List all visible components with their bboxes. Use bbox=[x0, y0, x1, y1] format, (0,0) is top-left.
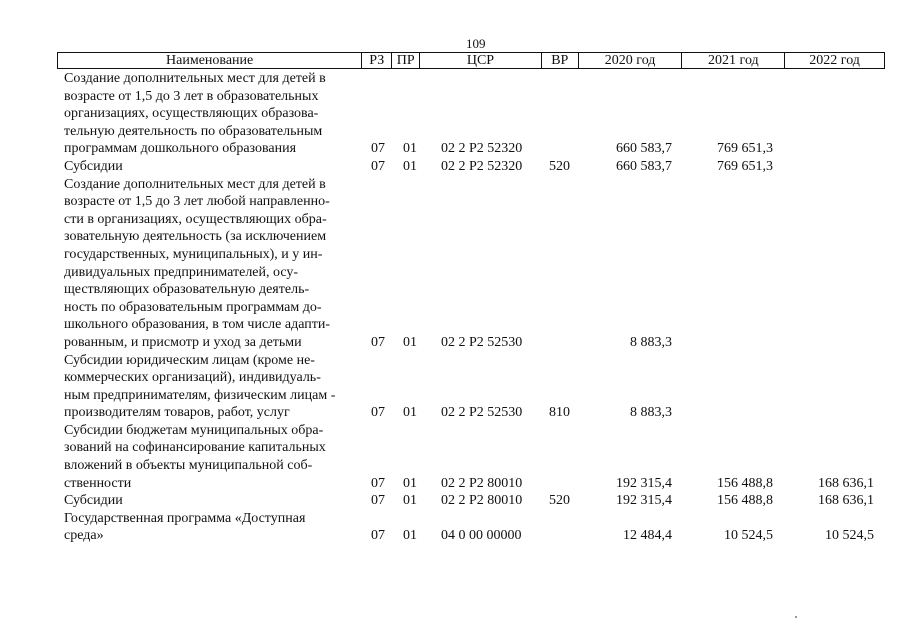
row-name: Государственная программа «Доступная среда» bbox=[64, 510, 306, 544]
header-rz: РЗ bbox=[362, 53, 392, 68]
row-rz: 07 bbox=[371, 475, 385, 491]
row-csr: 04 0 00 00000 bbox=[441, 528, 522, 544]
header-name: Наименование bbox=[58, 53, 362, 68]
row-2021: 769 651,3 bbox=[717, 158, 773, 174]
row-csr: 02 2 Р2 52530 bbox=[441, 334, 523, 350]
table-row bbox=[0, 492, 905, 510]
row-2021: 156 488,8 bbox=[717, 475, 773, 491]
row-2022: 10 524,5 bbox=[825, 528, 874, 544]
header-pr: ПР bbox=[392, 53, 420, 68]
header-2021: 2021 год bbox=[682, 53, 785, 68]
row-name: Субсидии юридическим лицам (кроме не- коммерческих организаций), индивидуаль- ным предпринимателям, физическим лицам - производителям товаров, работ, услуг bbox=[64, 352, 336, 421]
row-pr: 01 bbox=[403, 528, 417, 544]
row-name: Субсидии bbox=[64, 493, 123, 509]
table-row bbox=[0, 70, 905, 158]
row-vr: 520 bbox=[549, 493, 570, 509]
row-2020: 192 315,4 bbox=[616, 493, 672, 509]
row-2022: 168 636,1 bbox=[818, 493, 874, 509]
row-2021: 10 524,5 bbox=[724, 528, 773, 544]
row-name: Создание дополнительных мест для детей в возрасте от 1,5 до 3 лет любой направленно- сти в организациях, осуществляющих обра- зовательную деятельность (за исключением государственных, муниципальных), и у ин- дивидуальных предпринимателей, осу- ществляющих образовательную деятель- ность по образовательным программам до- школьного образования, в том числе адапти- рованным, и присмотр и уход за детьми bbox=[64, 176, 331, 350]
row-rz: 07 bbox=[371, 158, 385, 174]
row-rz: 07 bbox=[371, 528, 385, 544]
header-csr: ЦСР bbox=[420, 53, 542, 68]
table-row bbox=[0, 510, 905, 545]
row-csr: 02 2 Р2 52320 bbox=[441, 141, 523, 157]
row-csr: 02 2 Р2 52320 bbox=[441, 158, 523, 174]
row-name: Создание дополнительных мест для детей в возрасте от 1,5 до 3 лет в образовательных организациях, осуществляющих образова- тельную деятельность по образовательным программам дошкольного образования bbox=[64, 71, 326, 157]
table-header bbox=[57, 52, 885, 69]
row-vr: 810 bbox=[549, 405, 570, 421]
row-2021: 769 651,3 bbox=[717, 141, 773, 157]
header-2022: 2022 год bbox=[809, 53, 860, 68]
row-pr: 01 bbox=[403, 475, 417, 491]
row-2020: 8 883,3 bbox=[630, 334, 672, 350]
row-rz: 07 bbox=[371, 141, 385, 157]
row-csr: 02 2 Р2 80010 bbox=[441, 493, 523, 509]
row-rz: 07 bbox=[371, 405, 385, 421]
row-pr: 01 bbox=[403, 405, 417, 421]
table-row bbox=[0, 158, 905, 176]
header-vr: ВР bbox=[542, 53, 579, 68]
row-2020: 660 583,7 bbox=[616, 141, 672, 157]
row-2022: 168 636,1 bbox=[818, 475, 874, 491]
row-vr: 520 bbox=[549, 158, 570, 174]
row-rz: 07 bbox=[371, 334, 385, 350]
row-2020: 8 883,3 bbox=[630, 405, 672, 421]
row-pr: 01 bbox=[403, 334, 417, 350]
row-pr: 01 bbox=[403, 493, 417, 509]
row-2020: 660 583,7 bbox=[616, 158, 672, 174]
table-row bbox=[0, 422, 905, 492]
table-body bbox=[0, 70, 905, 545]
header-2020: 2020 год bbox=[579, 53, 683, 68]
row-name: Субсидии бюджетам муниципальных обра- зований на софинансирование капитальных вложений в объекты муниципальной соб- ственности bbox=[64, 422, 326, 491]
table-row bbox=[0, 352, 905, 422]
row-2021: 156 488,8 bbox=[717, 493, 773, 509]
row-pr: 01 bbox=[403, 158, 417, 174]
table-row bbox=[0, 176, 905, 352]
row-2020: 192 315,4 bbox=[616, 475, 672, 491]
row-rz: 07 bbox=[371, 493, 385, 509]
row-csr: 02 2 Р2 80010 bbox=[441, 475, 523, 491]
scan-speck bbox=[795, 616, 797, 618]
row-2020: 12 484,4 bbox=[623, 528, 672, 544]
row-name: Субсидии bbox=[64, 158, 123, 174]
row-pr: 01 bbox=[403, 141, 417, 157]
page-number: 109 bbox=[466, 36, 486, 51]
row-csr: 02 2 Р2 52530 bbox=[441, 405, 523, 421]
